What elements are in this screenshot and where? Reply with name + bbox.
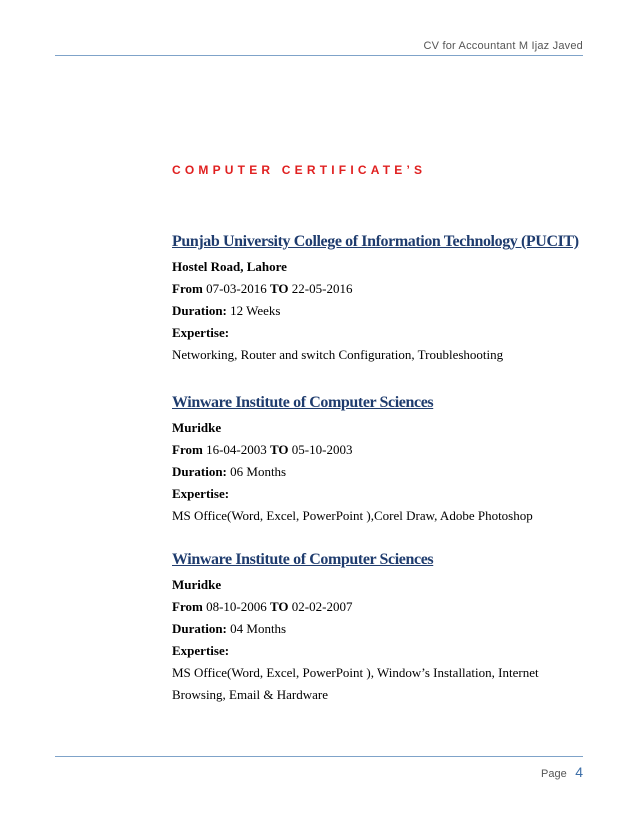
- footer-divider: [55, 756, 583, 757]
- institute-location: Hostel Road, Lahore: [172, 259, 287, 274]
- date-range: [172, 439, 602, 461]
- institute-title: Punjab University College of Information Technology (PUCIT): [172, 233, 579, 250]
- from-date: 16-04-2003: [206, 442, 267, 457]
- institute-title: Winware Institute of Computer Sciences: [172, 394, 434, 411]
- duration-value: 06 Months: [230, 464, 287, 479]
- expertise-label: Expertise:: [172, 486, 230, 501]
- expertise-line: Networking, Router and switch Configuration, Troubleshooting: [172, 347, 504, 362]
- expertise-label: Expertise:: [172, 643, 230, 658]
- duration-value: 12 Weeks: [230, 303, 281, 318]
- header-divider: [55, 55, 583, 56]
- certificate-entry: [172, 391, 602, 527]
- certificate-entry: [172, 230, 602, 366]
- from-date: 08-10-2006: [206, 599, 267, 614]
- expertise-label: Expertise:: [172, 325, 230, 340]
- certificate-entry: [172, 548, 602, 706]
- duration-label: Duration:: [172, 621, 227, 636]
- duration-label: Duration:: [172, 464, 227, 479]
- institute-location: Muridke: [172, 577, 222, 592]
- to-date: 05-10-2003: [291, 442, 353, 457]
- page-label: Page: [541, 768, 567, 780]
- duration: [172, 300, 602, 322]
- institute-location: Muridke: [172, 420, 222, 435]
- date-range: [172, 596, 602, 618]
- to-date: 02-02-2007: [291, 599, 353, 614]
- duration-value: 04 Months: [230, 621, 287, 636]
- expertise-line: MS Office(Word, Excel, PowerPoint ),Corel Draw, Adobe Photoshop: [172, 508, 533, 523]
- page-number: 4: [575, 764, 583, 780]
- from-date: 07-03-2016: [206, 281, 267, 296]
- from-label: From: [172, 442, 203, 457]
- section-title: COMPUTER CERTIFICATE’S: [172, 163, 427, 177]
- to-label: TO: [269, 599, 289, 614]
- from-label: From: [172, 281, 203, 296]
- duration: [172, 618, 602, 640]
- expertise-line: Browsing, Email & Hardware: [172, 687, 328, 702]
- page-footer: [541, 764, 583, 782]
- to-date: 22-05-2016: [291, 281, 353, 296]
- running-header: CV for Accountant M Ijaz Javed: [423, 40, 583, 52]
- to-label: TO: [269, 442, 289, 457]
- from-label: From: [172, 599, 203, 614]
- institute-title: Winware Institute of Computer Sciences: [172, 551, 434, 568]
- to-label: TO: [269, 281, 289, 296]
- duration-label: Duration:: [172, 303, 227, 318]
- date-range: [172, 278, 602, 300]
- expertise-line: MS Office(Word, Excel, PowerPoint ), Window’s Installation, Internet: [172, 665, 539, 680]
- duration: [172, 461, 602, 483]
